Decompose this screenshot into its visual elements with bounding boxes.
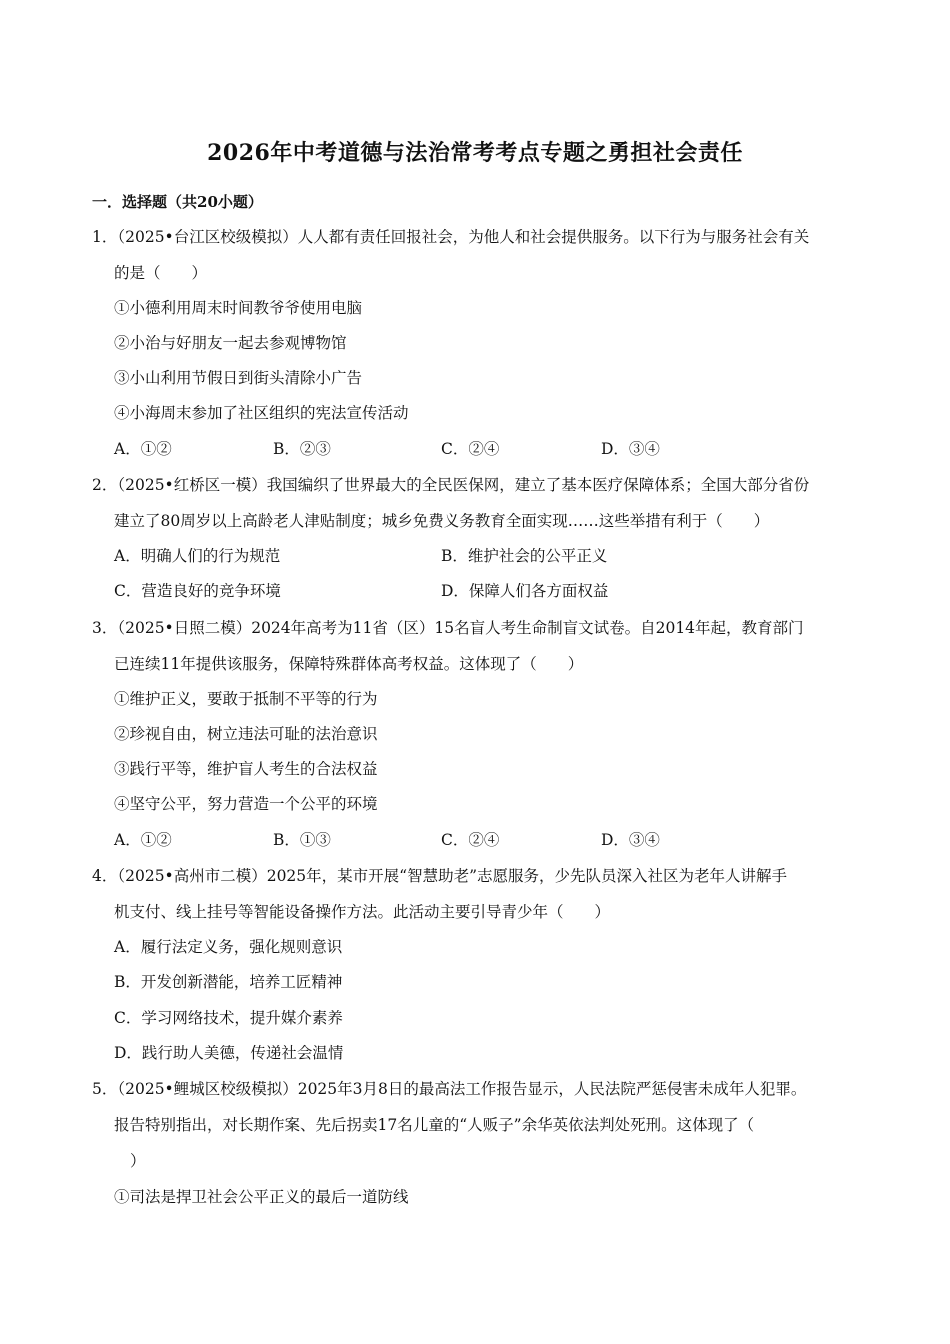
question-4-option-c[interactable]: C．学习网络技术，提升媒介素养 — [114, 1009, 343, 1027]
question-1-stem: 1．（2025•台江区校级模拟）人人都有责任回报社会，为他人和社会提供服务。以下行为与服务社会有关 — [92, 228, 810, 246]
question-1-item-4: ④小海周末参加了社区组织的宪法宣传活动 — [114, 404, 409, 422]
question-4-option-d[interactable]: D．践行助人美德，传递社会温情 — [114, 1044, 344, 1062]
question-3-stem-cont: 已连续11年提供该服务，保障特殊群体高考权益。这体现了（ ） — [114, 655, 584, 673]
question-2-option-a[interactable]: A．明确人们的行为规范 — [114, 547, 281, 565]
question-2-stem: 2．（2025•红桥区一模）我国编织了世界最大的全民医保网，建立了基本医疗保障体系；全国大部分省份 — [92, 476, 810, 494]
question-1-item-3: ③小山利用节假日到街头清除小广告 — [114, 369, 363, 387]
question-3-stem: 3．（2025•日照二模）2024年高考为11省（区）15名盲人考生命制盲文试卷。自2014年起，教育部门 — [92, 619, 804, 637]
question-4-stem: 4．（2025•高州市二模）2025年，某市开展“智慧助老”志愿服务，少先队员深入社区为老年人讲解手 — [92, 867, 787, 885]
question-3-option-a[interactable]: A．①② — [114, 831, 172, 849]
question-3-item-4: ④坚守公平，努力营造一个公平的环境 — [114, 795, 378, 813]
question-1-stem-cont: 的是（ ） — [114, 264, 208, 282]
section-heading: 一．选择题（共20小题） — [92, 193, 263, 211]
question-4-option-a[interactable]: A．履行法定义务，强化规则意识 — [114, 938, 343, 956]
question-2-stem-cont: 建立了80周岁以上高龄老人津贴制度；城乡免费义务教育全面实现……这些举措有利于（ ） — [114, 512, 770, 530]
question-3-option-d[interactable]: D．③④ — [601, 831, 660, 849]
question-3-item-3: ③践行平等，维护盲人考生的合法权益 — [114, 760, 378, 778]
question-1-option-d[interactable]: D．③④ — [601, 440, 660, 458]
question-5-stem-cont: 报告特别指出，对长期作案、先后拐卖17名儿童的“人贩子”余华英依法判处死刑。这体现了（ — [114, 1116, 755, 1134]
question-4-stem-cont: 机支付、线上挂号等智能设备操作方法。此活动主要引导青少年（ ） — [114, 903, 611, 921]
question-5-item-1: ①司法是捍卫社会公平正义的最后一道防线 — [114, 1188, 409, 1206]
question-3-option-b[interactable]: B．①③ — [273, 831, 331, 849]
question-3-option-c[interactable]: C．②④ — [441, 831, 500, 849]
question-1-option-b[interactable]: B．②③ — [273, 440, 331, 458]
question-5-stem: 5．（2025•鲤城区校级模拟）2025年3月8日的最高法工作报告显示，人民法院严惩侵害未成年人犯罪。 — [92, 1080, 807, 1098]
question-2-option-c[interactable]: C．营造良好的竞争环境 — [114, 582, 281, 600]
question-1-option-a[interactable]: A．①② — [114, 440, 172, 458]
page-title: 2026年中考道德与法治常考考点专题之勇担社会责任 — [207, 140, 743, 166]
question-5-stem-end: ） — [130, 1152, 146, 1170]
question-1-item-2: ②小治与好朋友一起去参观博物馆 — [114, 334, 347, 352]
question-2-option-b[interactable]: B．维护社会的公平正义 — [441, 547, 608, 565]
question-3-item-2: ②珍视自由，树立违法可耻的法治意识 — [114, 725, 378, 743]
question-2-option-d[interactable]: D．保障人们各方面权益 — [441, 582, 609, 600]
question-4-option-b[interactable]: B．开发创新潜能，培养工匠精神 — [114, 973, 343, 991]
question-1-option-c[interactable]: C．②④ — [441, 440, 500, 458]
question-1-item-1: ①小德利用周末时间教爷爷使用电脑 — [114, 299, 363, 317]
question-3-item-1: ①维护正义，要敢于抵制不平等的行为 — [114, 690, 378, 708]
